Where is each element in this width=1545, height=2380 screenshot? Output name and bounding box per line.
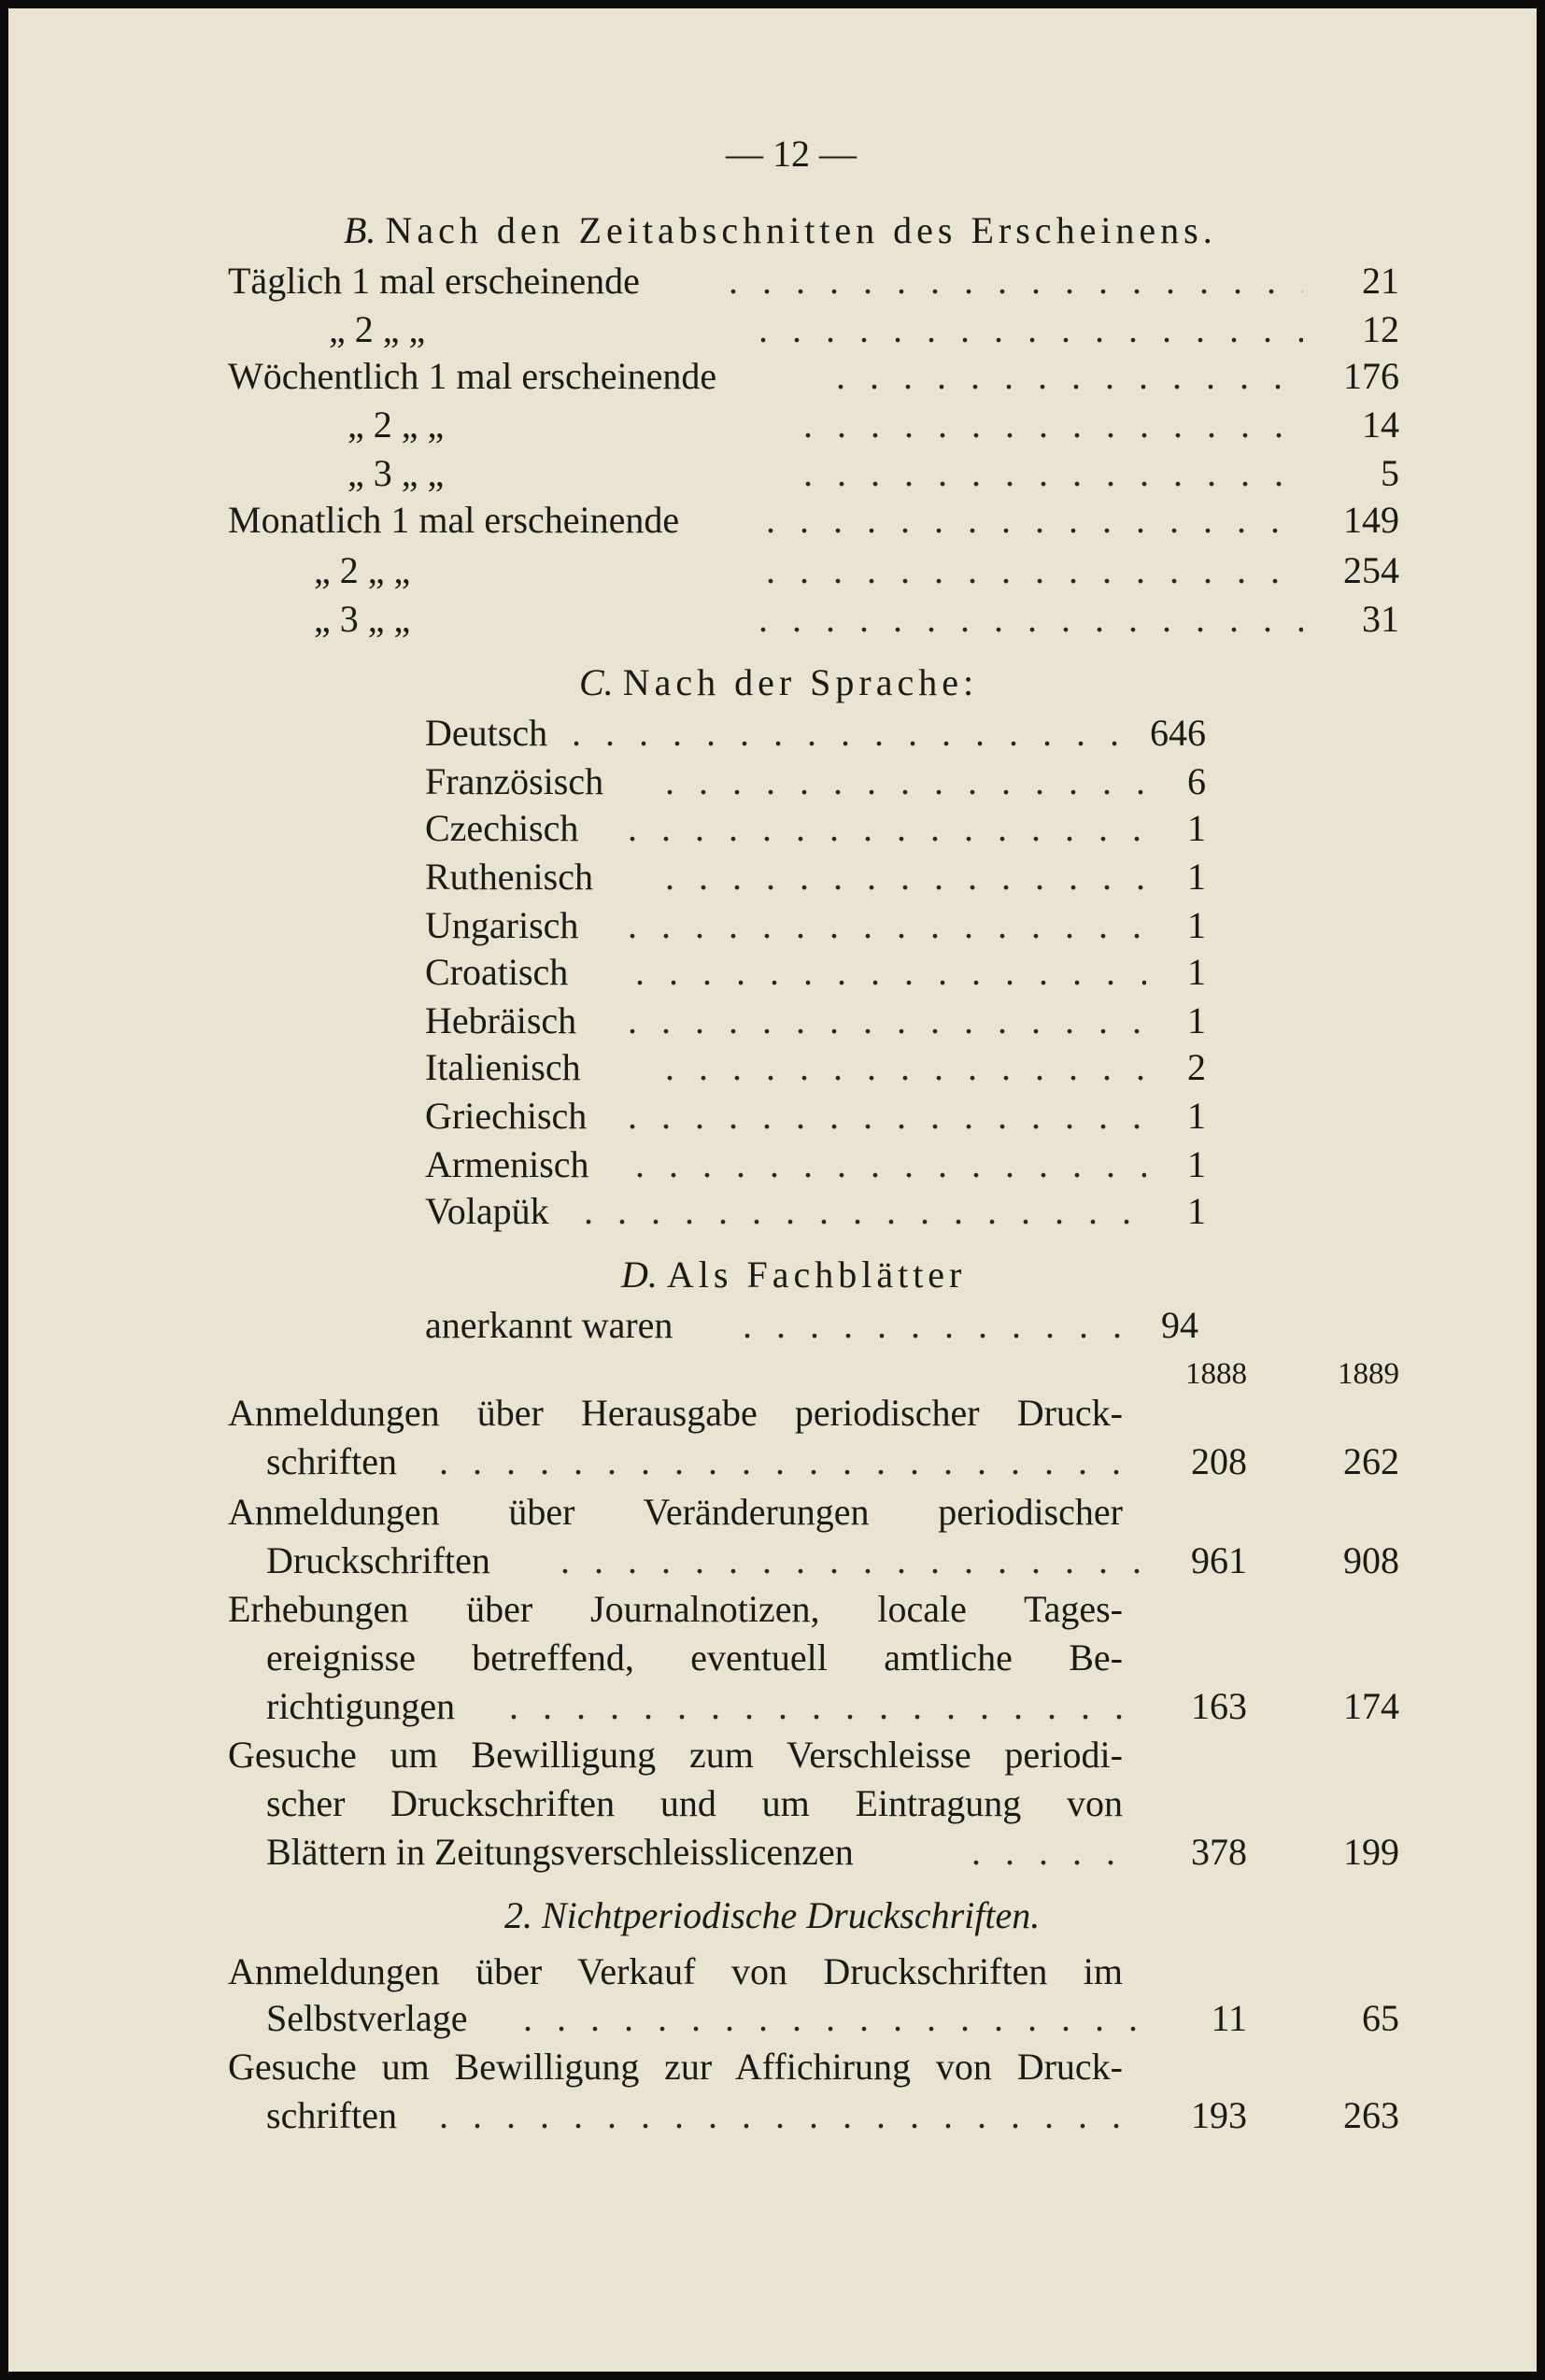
- section-d-heading: [621, 1252, 966, 1298]
- list-item-label: Wöchentlich 1 mal erscheinende: [228, 355, 717, 397]
- entry-line: Gesuche um Bewilligung zur Affichirung von Druck-: [228, 2046, 1123, 2088]
- entry-line: Anmeldungen über Veränderungen periodischer: [228, 1491, 1123, 1533]
- value-1889: 908: [1343, 1539, 1399, 1581]
- section-d-value: 94: [1161, 1304, 1198, 1346]
- leader-dots: [628, 1093, 1146, 1140]
- entry-line: Gesuche um Bewilligung zum Verschleisse periodi-: [228, 1734, 1123, 1776]
- list-item-label: Französisch: [425, 760, 604, 802]
- year-header-1889: 1889: [1338, 1357, 1399, 1391]
- value-1888: 208: [1191, 1440, 1247, 1482]
- leader-dots: [509, 1683, 1140, 1730]
- list-item-value: 1: [1187, 904, 1206, 946]
- list-item-label: Volapük: [425, 1190, 549, 1232]
- leader-dots: [758, 596, 1303, 643]
- entry-last-line: Druckschriften: [266, 1539, 490, 1581]
- leader-dots: [766, 497, 1303, 544]
- list-item-value: 1: [1187, 1095, 1206, 1137]
- leader-dots: [803, 450, 1303, 497]
- list-item-value: 1: [1187, 1143, 1206, 1185]
- entry-last-line: Blättern in Zeitungsverschleisslicenzen: [266, 1831, 854, 1873]
- section-d-title: Als Fachblätter: [666, 1254, 967, 1296]
- leader-dots: [758, 306, 1303, 353]
- entry-line: ereignisse betreffend, eventuell amtliche Be-: [266, 1636, 1123, 1679]
- list-item-value: 21: [1362, 260, 1399, 302]
- list-item-value: 176: [1343, 355, 1399, 397]
- list-item-label: Monatlich 1 mal erscheinende: [228, 499, 680, 541]
- list-item-value: 5: [1381, 452, 1399, 494]
- list-item-value: 1: [1187, 807, 1206, 849]
- list-item-label: Ruthenisch: [425, 856, 593, 898]
- list-item-label: „ 2 „ „: [314, 549, 411, 591]
- leader-dots: [971, 1829, 1140, 1876]
- list-item-value: 1: [1187, 1190, 1206, 1232]
- leader-dots: [665, 1044, 1146, 1091]
- entry-line: scher Druckschriften und um Eintragung von: [266, 1782, 1123, 1824]
- section-b-letter: B.: [344, 209, 376, 251]
- section-b-title: Nach den Zeitabschnitten des Erscheinens.: [385, 209, 1217, 251]
- section-2-heading: 2. Nichtperiodische Druckschriften.: [504, 1894, 1041, 1936]
- list-item-label: Täglich 1 mal erscheinende: [228, 260, 640, 302]
- leader-dots: [572, 710, 1118, 757]
- leader-dots: [766, 547, 1303, 594]
- section-b-heading: [344, 207, 1217, 254]
- leader-dots: [635, 1141, 1146, 1188]
- list-item-value: 14: [1362, 404, 1399, 446]
- page-number: — 12 —: [726, 133, 857, 175]
- value-1889: 199: [1343, 1831, 1399, 1873]
- list-item-value: 12: [1362, 308, 1399, 350]
- list-item-value: 646: [1150, 712, 1206, 754]
- list-item-label: Griechisch: [425, 1095, 588, 1137]
- list-item-label: „ 2 „ „: [329, 308, 426, 350]
- leader-dots: [628, 902, 1146, 949]
- list-item-value: 1: [1187, 856, 1206, 898]
- leader-dots: [665, 758, 1146, 805]
- value-1889: 263: [1343, 2094, 1399, 2136]
- leader-dots: [729, 258, 1303, 305]
- value-1888: 11: [1211, 1997, 1247, 2039]
- leader-dots: [584, 1188, 1146, 1235]
- list-item-label: Armenisch: [425, 1143, 589, 1185]
- section-d-letter: D.: [621, 1254, 658, 1296]
- value-1889: 174: [1343, 1685, 1399, 1727]
- leader-dots: [560, 1537, 1140, 1584]
- leader-dots: [635, 949, 1146, 996]
- value-1889: 262: [1343, 1440, 1399, 1482]
- list-item-value: 31: [1362, 598, 1399, 640]
- leader-dots: [803, 402, 1303, 448]
- entry-line: Erhebungen über Journalnotizen, locale Tages-: [228, 1588, 1123, 1630]
- section-d-label: anerkannt waren: [425, 1304, 673, 1346]
- list-item-label: „ 2 „ „: [347, 404, 445, 446]
- leader-dots: [439, 1438, 1140, 1485]
- leader-dots: [439, 2092, 1140, 2139]
- value-1888: 961: [1191, 1539, 1247, 1581]
- year-header-1888: 1888: [1185, 1357, 1247, 1391]
- entry-last-line: schriften: [266, 1440, 397, 1482]
- list-item-label: Hebräisch: [425, 999, 577, 1041]
- list-item-label: Croatisch: [425, 951, 569, 993]
- list-item-value: 254: [1343, 549, 1399, 591]
- list-item-value: 6: [1187, 760, 1206, 802]
- leader-dots: [628, 805, 1146, 852]
- leader-dots: [523, 1995, 1140, 2042]
- leader-dots: [628, 998, 1146, 1044]
- leader-dots: [665, 854, 1146, 900]
- list-item-label: Czechisch: [425, 807, 579, 849]
- value-1888: 163: [1191, 1685, 1247, 1727]
- list-item-label: Italienisch: [425, 1046, 581, 1088]
- value-1888: 193: [1191, 2094, 1247, 2136]
- value-1888: 378: [1191, 1831, 1247, 1873]
- section-c-letter: C.: [579, 661, 614, 703]
- entry-last-line: Selbstverlage: [266, 1997, 468, 2039]
- list-item-value: 1: [1187, 999, 1206, 1041]
- section-c-title: Nach der Sprache:: [622, 661, 979, 703]
- section-c-heading: [579, 659, 978, 706]
- entry-line: Anmeldungen über Verkauf von Druckschriften im: [228, 1950, 1123, 1992]
- entry-last-line: schriften: [266, 2094, 397, 2136]
- list-item-value: 1: [1187, 951, 1206, 993]
- value-1889: 65: [1362, 1997, 1399, 2039]
- leader-dots: [836, 353, 1303, 400]
- list-item-label: „ 3 „ „: [314, 598, 411, 640]
- list-item-value: 2: [1187, 1046, 1206, 1088]
- entry-last-line: richtigungen: [266, 1685, 456, 1727]
- entry-line: Anmeldungen über Herausgabe periodischer Druck-: [228, 1392, 1123, 1434]
- list-item-label: „ 3 „ „: [347, 452, 445, 494]
- list-item-value: 149: [1343, 499, 1399, 541]
- leader-dots: [743, 1302, 1146, 1349]
- list-item-label: Ungarisch: [425, 904, 579, 946]
- list-item-label: Deutsch: [425, 712, 548, 754]
